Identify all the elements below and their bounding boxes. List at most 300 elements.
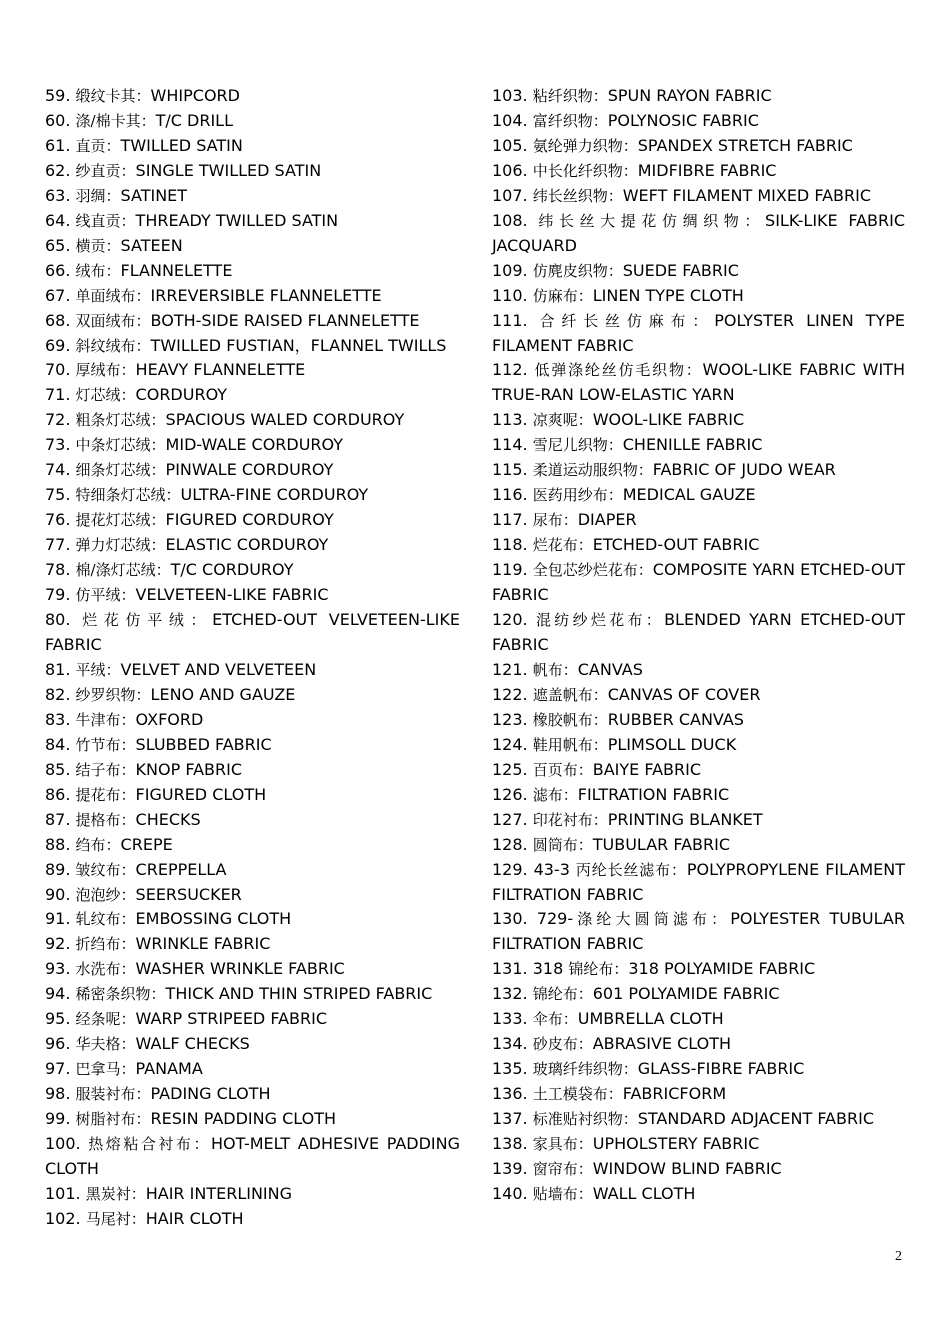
english-term: PANAMA: [135, 1059, 203, 1079]
chinese-term: 灯芯绒：: [75, 386, 136, 405]
glossary-entry: [45, 184, 460, 209]
entry-number: 77.: [45, 535, 76, 555]
chinese-term: 牛津布：: [75, 710, 136, 729]
chinese-term: 树脂衬布：: [75, 1110, 151, 1129]
glossary-entry: [45, 583, 460, 608]
entry-number: 85.: [45, 759, 76, 779]
english-term: ETCHED-OUT VELVETEEN-LIKE FABRIC: [45, 610, 460, 654]
chinese-term: 滤布：: [532, 785, 578, 804]
glossary-entry: [492, 134, 905, 159]
english-term: UMBRELLA CLOTH: [577, 1009, 724, 1029]
glossary-entry: [45, 284, 460, 309]
glossary-entry: [492, 209, 905, 259]
glossary-entry: [492, 658, 905, 683]
entry-number: 79.: [45, 585, 76, 605]
glossary-entry: [492, 1007, 905, 1032]
entry-number: 93.: [45, 959, 76, 979]
chinese-term: 横贡：: [75, 236, 121, 255]
english-term: THREADY TWILLED SATIN: [135, 210, 339, 230]
chinese-term: 砂皮布：: [532, 1035, 593, 1054]
chinese-term: 遮盖帆布：: [532, 685, 608, 704]
glossary-entry: [45, 558, 460, 583]
entry-number: 80.: [45, 610, 83, 630]
chinese-term: 棉/涤灯芯绒：: [75, 561, 171, 580]
entry-number: 135.: [492, 1059, 533, 1079]
entry-number: 59.: [45, 86, 76, 105]
entry-number: 67.: [45, 285, 76, 305]
english-term: MID-WALE CORDUROY: [165, 435, 344, 455]
entry-number: 60.: [45, 110, 76, 130]
chinese-term: 纬长丝织物：: [532, 186, 623, 205]
entry-number: 101.: [45, 1183, 86, 1203]
chinese-term: 泡泡纱：: [75, 885, 136, 904]
entry-number: 126.: [492, 784, 533, 804]
glossary-entry: [492, 109, 905, 134]
glossary-entry: [45, 234, 460, 259]
english-term: BLENDED YARN ETCHED-OUT FABRIC: [492, 610, 905, 654]
glossary-entry: [492, 1032, 905, 1057]
english-term: WOOL-LIKE FABRIC WITH TRUE-RAN LOW-ELASTIC YARN: [492, 360, 905, 405]
chinese-term: 百页布：: [532, 760, 593, 779]
entry-number: 124.: [492, 734, 533, 754]
chinese-term: 氨纶弹力织物：: [532, 136, 638, 155]
entry-number: 86.: [45, 784, 76, 804]
chinese-term: 伞布：: [532, 1010, 578, 1029]
english-term: WALF CHECKS: [135, 1034, 250, 1054]
chinese-term: 双面绒布：: [75, 311, 151, 330]
english-term: CHECKS: [135, 809, 201, 829]
entry-number: 112.: [492, 360, 535, 380]
english-term: FIGURED CLOTH: [135, 784, 267, 804]
entry-number: 90.: [45, 884, 76, 904]
glossary-entry: [45, 1082, 460, 1107]
entry-number: 131. 318: [492, 959, 569, 979]
glossary-entry: [45, 1032, 460, 1057]
english-term: LENO AND GAUZE: [150, 684, 296, 704]
glossary-entry: [492, 558, 905, 608]
english-term: PADING CLOTH: [150, 1084, 271, 1104]
chinese-term: 斜纹绒布：: [75, 336, 151, 355]
chinese-term: 富纤织物：: [532, 111, 608, 130]
english-term: 601 POLYAMIDE FABRIC: [592, 984, 780, 1004]
english-term: WALL CLOTH: [592, 1183, 696, 1203]
chinese-term: 热熔粘合衬布：: [88, 1135, 212, 1154]
english-term: SPUN RAYON FABRIC: [607, 86, 772, 105]
english-term: CREPPELLA: [135, 859, 227, 879]
glossary-entry: [45, 957, 460, 982]
chinese-term: 涤纶大圆筒滤布：: [573, 910, 731, 929]
glossary-entry: [45, 309, 460, 334]
english-term: PLIMSOLL DUCK: [607, 734, 737, 754]
entry-number: 109.: [492, 260, 533, 280]
chinese-term: 医药用纱布：: [532, 486, 623, 505]
chinese-term: 弹力灯芯绒：: [75, 536, 166, 555]
english-term: OXFORD: [135, 709, 204, 729]
entry-number: 81.: [45, 659, 76, 679]
chinese-term: 缎纹卡其：: [75, 87, 151, 105]
chinese-term: 橡胶帆布：: [532, 710, 608, 729]
glossary-entry: [492, 683, 905, 708]
entry-number: 64.: [45, 210, 76, 230]
english-term: WASHER WRINKLE FABRIC: [135, 959, 345, 979]
chinese-term: 水洗布：: [75, 960, 136, 979]
entry-number: 103.: [492, 86, 533, 105]
english-term: MEDICAL GAUZE: [622, 485, 756, 505]
entry-number: 72.: [45, 410, 76, 430]
english-term: KNOP FABRIC: [135, 759, 242, 779]
entry-number: 98.: [45, 1084, 76, 1104]
chinese-term: 尿布：: [532, 511, 578, 530]
glossary-entry: [45, 658, 460, 683]
chinese-term: 线直贡：: [75, 211, 136, 230]
english-term: SLUBBED FABRIC: [135, 734, 272, 754]
glossary-entry: [492, 957, 905, 982]
chinese-term: 单面绒布：: [75, 286, 151, 305]
chinese-term: 厚绒布：: [75, 361, 136, 380]
chinese-term: 仿麻布：: [532, 286, 593, 305]
english-term: WHIPCORD: [150, 86, 240, 105]
glossary-entry: [492, 358, 905, 408]
glossary-entry: [492, 433, 905, 458]
entry-number: 121.: [492, 659, 533, 679]
chinese-term: 仿平绒：: [75, 586, 136, 605]
chinese-term: 窗帘布：: [532, 1159, 593, 1178]
entry-number: 111.: [492, 310, 540, 330]
glossary-entry: [45, 1132, 460, 1182]
english-term: FLANNELETTE: [120, 260, 233, 280]
english-term: CORDUROY: [135, 385, 228, 405]
chinese-term: 圆筒布：: [532, 835, 593, 854]
english-term: CHENILLE FABRIC: [622, 435, 763, 455]
glossary-entry: [45, 1182, 460, 1207]
chinese-term: 仿麂皮织物：: [532, 261, 623, 280]
glossary-entry: [45, 1107, 460, 1132]
entry-number: 110.: [492, 285, 533, 305]
glossary-entry: [45, 758, 460, 783]
entry-number: 108.: [492, 210, 539, 230]
entry-number: 88.: [45, 834, 76, 854]
chinese-term: 直贡：: [75, 136, 121, 155]
entry-number: 94.: [45, 984, 76, 1004]
glossary-entry: [492, 483, 905, 508]
chinese-term: 纬长丝大提花仿绸织物：: [538, 211, 766, 230]
entry-number: 105.: [492, 135, 533, 155]
english-term: IRREVERSIBLE FLANNELETTE: [150, 285, 382, 305]
chinese-term: 稀密条织物：: [75, 985, 166, 1004]
entry-number: 87.: [45, 809, 76, 829]
glossary-entry: [45, 408, 460, 433]
entry-number: 76.: [45, 510, 76, 530]
glossary-entry: [492, 1157, 905, 1182]
glossary-entry: [45, 134, 460, 159]
entry-number: 83.: [45, 709, 76, 729]
english-term: SATEEN: [120, 235, 183, 255]
glossary-entry: [45, 858, 460, 883]
english-term: WOOL-LIKE FABRIC: [592, 410, 745, 430]
english-term: FABRICFORM: [622, 1084, 727, 1104]
english-term: T/C DRILL: [155, 110, 233, 130]
english-term: PINWALE CORDUROY: [165, 460, 334, 480]
english-term: PRINTING BLANKET: [607, 809, 763, 829]
glossary-entry: [45, 808, 460, 833]
chinese-term: 纱直贡：: [75, 161, 136, 180]
glossary-entry: [492, 708, 905, 733]
english-term: COMPOSITE YARN ETCHED-OUT FABRIC: [492, 560, 905, 605]
english-term: FIGURED CORDUROY: [165, 510, 334, 530]
chinese-term: 绉布：: [75, 835, 121, 854]
entry-number: 66.: [45, 260, 76, 280]
chinese-term: 竹节布：: [75, 735, 136, 754]
glossary-entry: [492, 758, 905, 783]
entry-number: 62.: [45, 160, 76, 180]
english-term: TWILLED SATIN: [120, 135, 243, 155]
chinese-term: 合纤长丝仿麻布：: [539, 311, 715, 330]
chinese-term: 巴拿马：: [75, 1060, 136, 1079]
english-term: CANVAS: [577, 659, 643, 679]
glossary-entry: [45, 833, 460, 858]
entry-number: 92.: [45, 934, 76, 954]
chinese-term: 轧纹布：: [75, 910, 136, 929]
glossary-entry: [45, 84, 460, 109]
right-column: [492, 84, 905, 1207]
glossary-entry: [45, 159, 460, 184]
entry-number: 107.: [492, 185, 533, 205]
chinese-term: 锦纶布：: [568, 960, 629, 979]
chinese-term: 经条呢：: [75, 1010, 136, 1029]
english-term: SUEDE FABRIC: [622, 260, 739, 280]
glossary-entry: [45, 708, 460, 733]
glossary-entry: [492, 1082, 905, 1107]
chinese-term: 玻璃纤纬织物：: [532, 1060, 638, 1079]
english-term: SPANDEX STRETCH FABRIC: [637, 135, 853, 155]
english-term: HOT-MELT ADHESIVE PADDING CLOTH: [45, 1134, 460, 1178]
chinese-term: 提花灯芯绒：: [75, 511, 166, 530]
glossary-entry: [492, 1057, 905, 1082]
english-term: FABRIC OF JUDO WEAR: [652, 460, 836, 480]
entry-number: 113.: [492, 410, 533, 430]
english-term: CREPE: [120, 834, 173, 854]
entry-number: 119.: [492, 560, 533, 580]
chinese-term: 贴墙布：: [532, 1184, 593, 1203]
entry-number: 102.: [45, 1208, 86, 1228]
entry-number: 95.: [45, 1009, 76, 1029]
entry-number: 125.: [492, 759, 533, 779]
entry-number: 100.: [45, 1134, 89, 1154]
chinese-term: 印花衬布：: [532, 810, 608, 829]
english-term: SILK-LIKE FABRIC JACQUARD: [492, 210, 905, 255]
english-term: UPHOLSTERY FABRIC: [592, 1134, 760, 1154]
english-term: SEERSUCKER: [135, 884, 242, 904]
glossary-entry: [492, 783, 905, 808]
glossary-entry: [45, 733, 460, 758]
entry-number: 117.: [492, 510, 533, 530]
chinese-term: 烂花布：: [532, 536, 593, 555]
english-term: 318 POLYAMIDE FABRIC: [628, 959, 816, 979]
glossary-entry: [492, 858, 905, 908]
chinese-term: 全包芯纱烂花布：: [532, 561, 653, 580]
english-term: POLYPROPYLENE FILAMENT FILTRATION FABRIC: [492, 859, 905, 904]
entry-number: 70.: [45, 360, 76, 380]
english-term: VELVETEEN-LIKE FABRIC: [135, 585, 329, 605]
glossary-entry: [45, 109, 460, 134]
chinese-term: 平绒：: [75, 660, 121, 679]
chinese-term: 细条灯芯绒：: [75, 461, 166, 480]
glossary-entry: [492, 458, 905, 483]
entry-number: 96.: [45, 1034, 76, 1054]
chinese-term: 提花布：: [75, 785, 136, 804]
entry-number: 63.: [45, 185, 76, 205]
chinese-term: 粘纤织物：: [532, 87, 608, 105]
chinese-term: 纱罗织物：: [75, 685, 151, 704]
entry-number: 114.: [492, 435, 533, 455]
glossary-entry: [492, 284, 905, 309]
entry-number: 99.: [45, 1109, 76, 1129]
english-term: WARP STRIPEED FABRIC: [135, 1009, 327, 1029]
entry-number: 122.: [492, 684, 533, 704]
entry-number: 127.: [492, 809, 533, 829]
entry-number: 65.: [45, 235, 76, 255]
glossary-entry: [45, 358, 460, 383]
entry-number: 139.: [492, 1158, 533, 1178]
chinese-term: 帆布：: [532, 660, 578, 679]
glossary-entry: [492, 533, 905, 558]
glossary-entry: [45, 932, 460, 957]
chinese-term: 烂花仿平绒：: [82, 611, 213, 630]
english-term: BOTH-SIDE RAISED FLANNELETTE: [150, 310, 420, 330]
glossary-entry: [45, 982, 460, 1007]
chinese-term: 结子布：: [75, 760, 136, 779]
chinese-term: 粗条灯芯绒：: [75, 411, 166, 430]
english-term: ABRASIVE CLOTH: [592, 1034, 731, 1054]
page-number: 2: [895, 1249, 902, 1264]
glossary-entry: [45, 334, 460, 359]
english-term: EMBOSSING CLOTH: [135, 909, 292, 929]
english-term: WEFT FILAMENT MIXED FABRIC: [622, 185, 871, 205]
english-term: STANDARD ADJACENT FABRIC: [637, 1109, 874, 1129]
english-term: ULTRA-FINE CORDUROY: [180, 485, 369, 505]
glossary-entry: [45, 209, 460, 234]
chinese-term: 华夫格：: [75, 1035, 136, 1054]
chinese-term: 柔道运动服织物：: [532, 461, 653, 480]
glossary-entry: [492, 907, 905, 957]
glossary-entry: [45, 259, 460, 284]
glossary-entry: [492, 608, 905, 658]
entry-number: 75.: [45, 485, 76, 505]
entry-number: 128.: [492, 834, 533, 854]
glossary-entry: [492, 1132, 905, 1157]
chinese-term: 低弹涤纶丝仿毛织物：: [534, 361, 703, 380]
english-term: GLASS-FIBRE FABRIC: [637, 1059, 805, 1079]
entry-number: 71.: [45, 385, 76, 405]
english-term: LINEN TYPE CLOTH: [592, 285, 744, 305]
entry-number: 106.: [492, 160, 533, 180]
english-term: HEAVY FLANNELETTE: [135, 360, 306, 380]
glossary-entry: [45, 433, 460, 458]
glossary-entry: [492, 84, 905, 109]
entry-number: 134.: [492, 1034, 533, 1054]
english-term: FILTRATION FABRIC: [577, 784, 730, 804]
chinese-term: 标准贴衬织物：: [532, 1110, 638, 1129]
english-term: ELASTIC CORDUROY: [165, 535, 329, 555]
chinese-term: 凉爽呢：: [532, 411, 593, 430]
chinese-term: 锦纶布：: [532, 985, 593, 1004]
glossary-entry: [492, 808, 905, 833]
english-term: VELVET AND VELVETEEN: [120, 659, 317, 679]
chinese-term: 丙纶长丝滤布：: [575, 860, 687, 879]
entry-number: 138.: [492, 1134, 533, 1154]
english-term: DIAPER: [577, 510, 637, 530]
english-term: T/C CORDUROY: [170, 560, 294, 580]
chinese-term: 混纺纱烂花布：: [536, 611, 665, 630]
entry-number: 97.: [45, 1059, 76, 1079]
chinese-term: 土工模袋布：: [532, 1085, 623, 1104]
glossary-entry: [492, 259, 905, 284]
english-term: MIDFIBRE FABRIC: [637, 160, 777, 180]
glossary-entry: [45, 483, 460, 508]
glossary-entry: [45, 508, 460, 533]
chinese-term: 服装衬布：: [75, 1085, 151, 1104]
entry-number: 84.: [45, 734, 76, 754]
glossary-entry: [45, 458, 460, 483]
glossary-entry: [492, 1107, 905, 1132]
glossary-entry: [45, 1007, 460, 1032]
english-term: HAIR CLOTH: [145, 1208, 244, 1228]
english-term: TWILLED FUSTIAN，FLANNEL TWILLS: [150, 335, 447, 355]
glossary-entry: [45, 783, 460, 808]
chinese-term: 家具布：: [532, 1135, 593, 1154]
glossary-entry: [492, 733, 905, 758]
english-term: ETCHED-OUT FABRIC: [592, 535, 760, 555]
glossary-entry: [45, 883, 460, 908]
english-term: SPACIOUS WALED CORDUROY: [165, 410, 405, 430]
english-term: POLYESTER TUBULAR FILTRATION FABRIC: [492, 909, 905, 954]
entry-number: 68.: [45, 310, 76, 330]
glossary-entry: [45, 683, 460, 708]
glossary-entry: [45, 533, 460, 558]
glossary-entry: [492, 184, 905, 209]
english-term: CANVAS OF COVER: [607, 684, 761, 704]
english-term: RESIN PADDING CLOTH: [150, 1109, 336, 1129]
chinese-term: 雪尼儿织物：: [532, 436, 623, 455]
chinese-term: 黑炭衬：: [85, 1184, 146, 1203]
english-term: BAIYE FABRIC: [592, 759, 702, 779]
entry-number: 129. 43-3: [492, 859, 576, 879]
entry-number: 118.: [492, 535, 533, 555]
glossary-entry: [45, 383, 460, 408]
entry-number: 116.: [492, 485, 533, 505]
english-term: WRINKLE FABRIC: [135, 934, 271, 954]
glossary-entry: [492, 159, 905, 184]
english-term: WINDOW BLIND FABRIC: [592, 1158, 782, 1178]
chinese-term: 绒布：: [75, 261, 121, 280]
glossary-entry: [492, 508, 905, 533]
english-term: RUBBER CANVAS: [607, 709, 744, 729]
entry-number: 78.: [45, 560, 76, 580]
glossary-entry: [492, 833, 905, 858]
entry-number: 136.: [492, 1084, 533, 1104]
english-term: SATINET: [120, 185, 188, 205]
entry-number: 104.: [492, 110, 533, 130]
chinese-term: 鞋用帆布：: [532, 735, 608, 754]
glossary-entry: [45, 1207, 460, 1232]
entry-number: 133.: [492, 1009, 533, 1029]
entry-number: 61.: [45, 135, 76, 155]
glossary-entry: [492, 408, 905, 433]
english-term: THICK AND THIN STRIPED FABRIC: [165, 984, 433, 1004]
chinese-term: 羽绸：: [75, 186, 121, 205]
glossary-entry: [45, 1057, 460, 1082]
glossary-entry: [492, 1182, 905, 1207]
